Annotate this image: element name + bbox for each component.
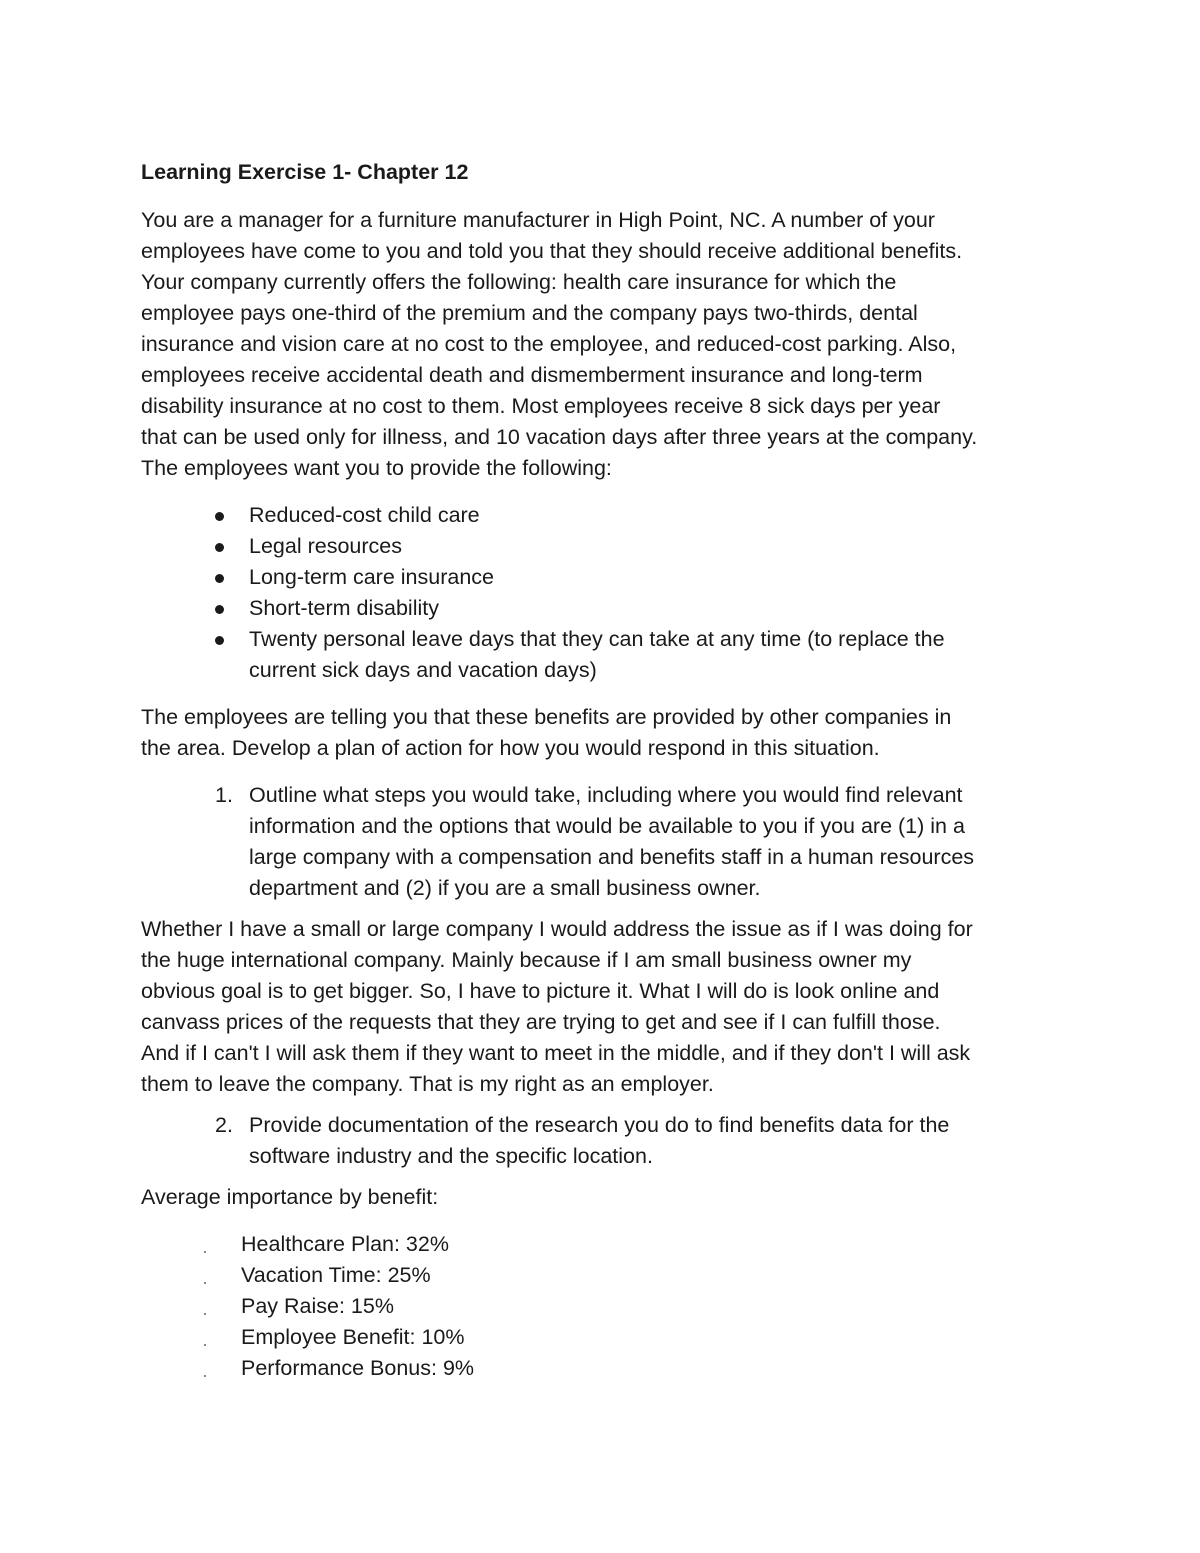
requested-benefits-list (141, 500, 1071, 686)
text-line: The employees are telling you that these benefits are provided by other companies in (141, 705, 952, 729)
text-line: disability insurance at no cost to them. Most employees receive 8 sick days per year (141, 394, 941, 418)
question-2 (141, 1110, 1071, 1172)
text-line: employee pays one-third of the premium and the company pays two-thirds, dental (141, 301, 918, 325)
importance-heading: Average importance by benefit: (141, 1185, 439, 1209)
bullet-icon (204, 1251, 206, 1253)
document-page (141, 157, 1071, 1384)
question-1 (141, 780, 1071, 904)
list-item: Reduced-cost child care (249, 500, 1071, 531)
bullet-icon (215, 543, 224, 552)
text-line: them to leave the company. That is my right as an employer. (141, 1072, 714, 1096)
document-title: Learning Exercise 1- Chapter 12 (141, 160, 469, 184)
text-line: canvass prices of the requests that they are trying to get and see if I can fulfill those. (141, 1010, 941, 1034)
text-line: department and (2) if you are a small business owner. (249, 876, 761, 900)
text-line: Provide documentation of the research you do to find benefits data for the (249, 1113, 950, 1137)
list-item: Pay Raise: 15% (241, 1291, 1071, 1322)
text-line: obvious goal is to get bigger. So, I have to picture it. What I will do is look online and (141, 979, 940, 1003)
bullet-icon (215, 636, 224, 645)
text-line: insurance and vision care at no cost to the employee, and reduced-cost parking. Also, (141, 332, 957, 356)
text-line: large company with a compensation and benefits staff in a human resources (249, 845, 975, 869)
text-line: You are a manager for a furniture manufacturer in High Point, NC. A number of your (141, 208, 935, 232)
importance-list (141, 1229, 1071, 1384)
text-line: that can be used only for illness, and 10 vacation days after three years at the company. (141, 425, 978, 449)
text-line: software industry and the specific location. (249, 1144, 653, 1168)
text-line: Your company currently offers the following: health care insurance for which the (141, 270, 897, 294)
list-item: Employee Benefit: 10% (241, 1322, 1071, 1353)
list-item: Healthcare Plan: 32% (241, 1229, 1071, 1260)
list-item: Performance Bonus: 9% (241, 1353, 1071, 1384)
text-line: Whether I have a small or large company I would address the issue as if I was doing for (141, 917, 973, 941)
text-line: And if I can't I will ask them if they want to meet in the middle, and if they don't I will ask (141, 1041, 971, 1065)
bullet-icon (215, 574, 224, 583)
bullet-icon (204, 1375, 206, 1377)
list-item: Vacation Time: 25% (241, 1260, 1071, 1291)
list-item: Legal resources (249, 531, 1071, 562)
text-line: The employees want you to provide the following: (141, 456, 612, 480)
text-line: the huge international company. Mainly because if I am small business owner my (141, 948, 912, 972)
list-item: Long-term care insurance (249, 562, 1071, 593)
answer-1-paragraph (141, 914, 1071, 1100)
text-line: information and the options that would be available to you if you are (1) in a (249, 814, 965, 838)
bullet-icon (204, 1282, 206, 1284)
text-line: employees have come to you and told you that they should receive additional benefits. (141, 239, 963, 263)
bullet-icon (215, 605, 224, 614)
text-line: the area. Develop a plan of action for how you would respond in this situation. (141, 736, 880, 760)
question-number: 1. (215, 783, 233, 807)
text-line: Outline what steps you would take, including where you would find relevant (249, 783, 963, 807)
intro-paragraph (141, 205, 1071, 484)
bullet-icon (204, 1313, 206, 1315)
context-paragraph (141, 702, 1071, 764)
text-line: employees receive accidental death and dismemberment insurance and long-term (141, 363, 923, 387)
bullet-icon (215, 512, 224, 521)
list-item: Twenty personal leave days that they can take at any time (to replace the current sick days and vacation days) (249, 624, 1071, 686)
list-item: Short-term disability (249, 593, 1071, 624)
question-number: 2. (215, 1113, 233, 1137)
bullet-icon (204, 1344, 206, 1346)
